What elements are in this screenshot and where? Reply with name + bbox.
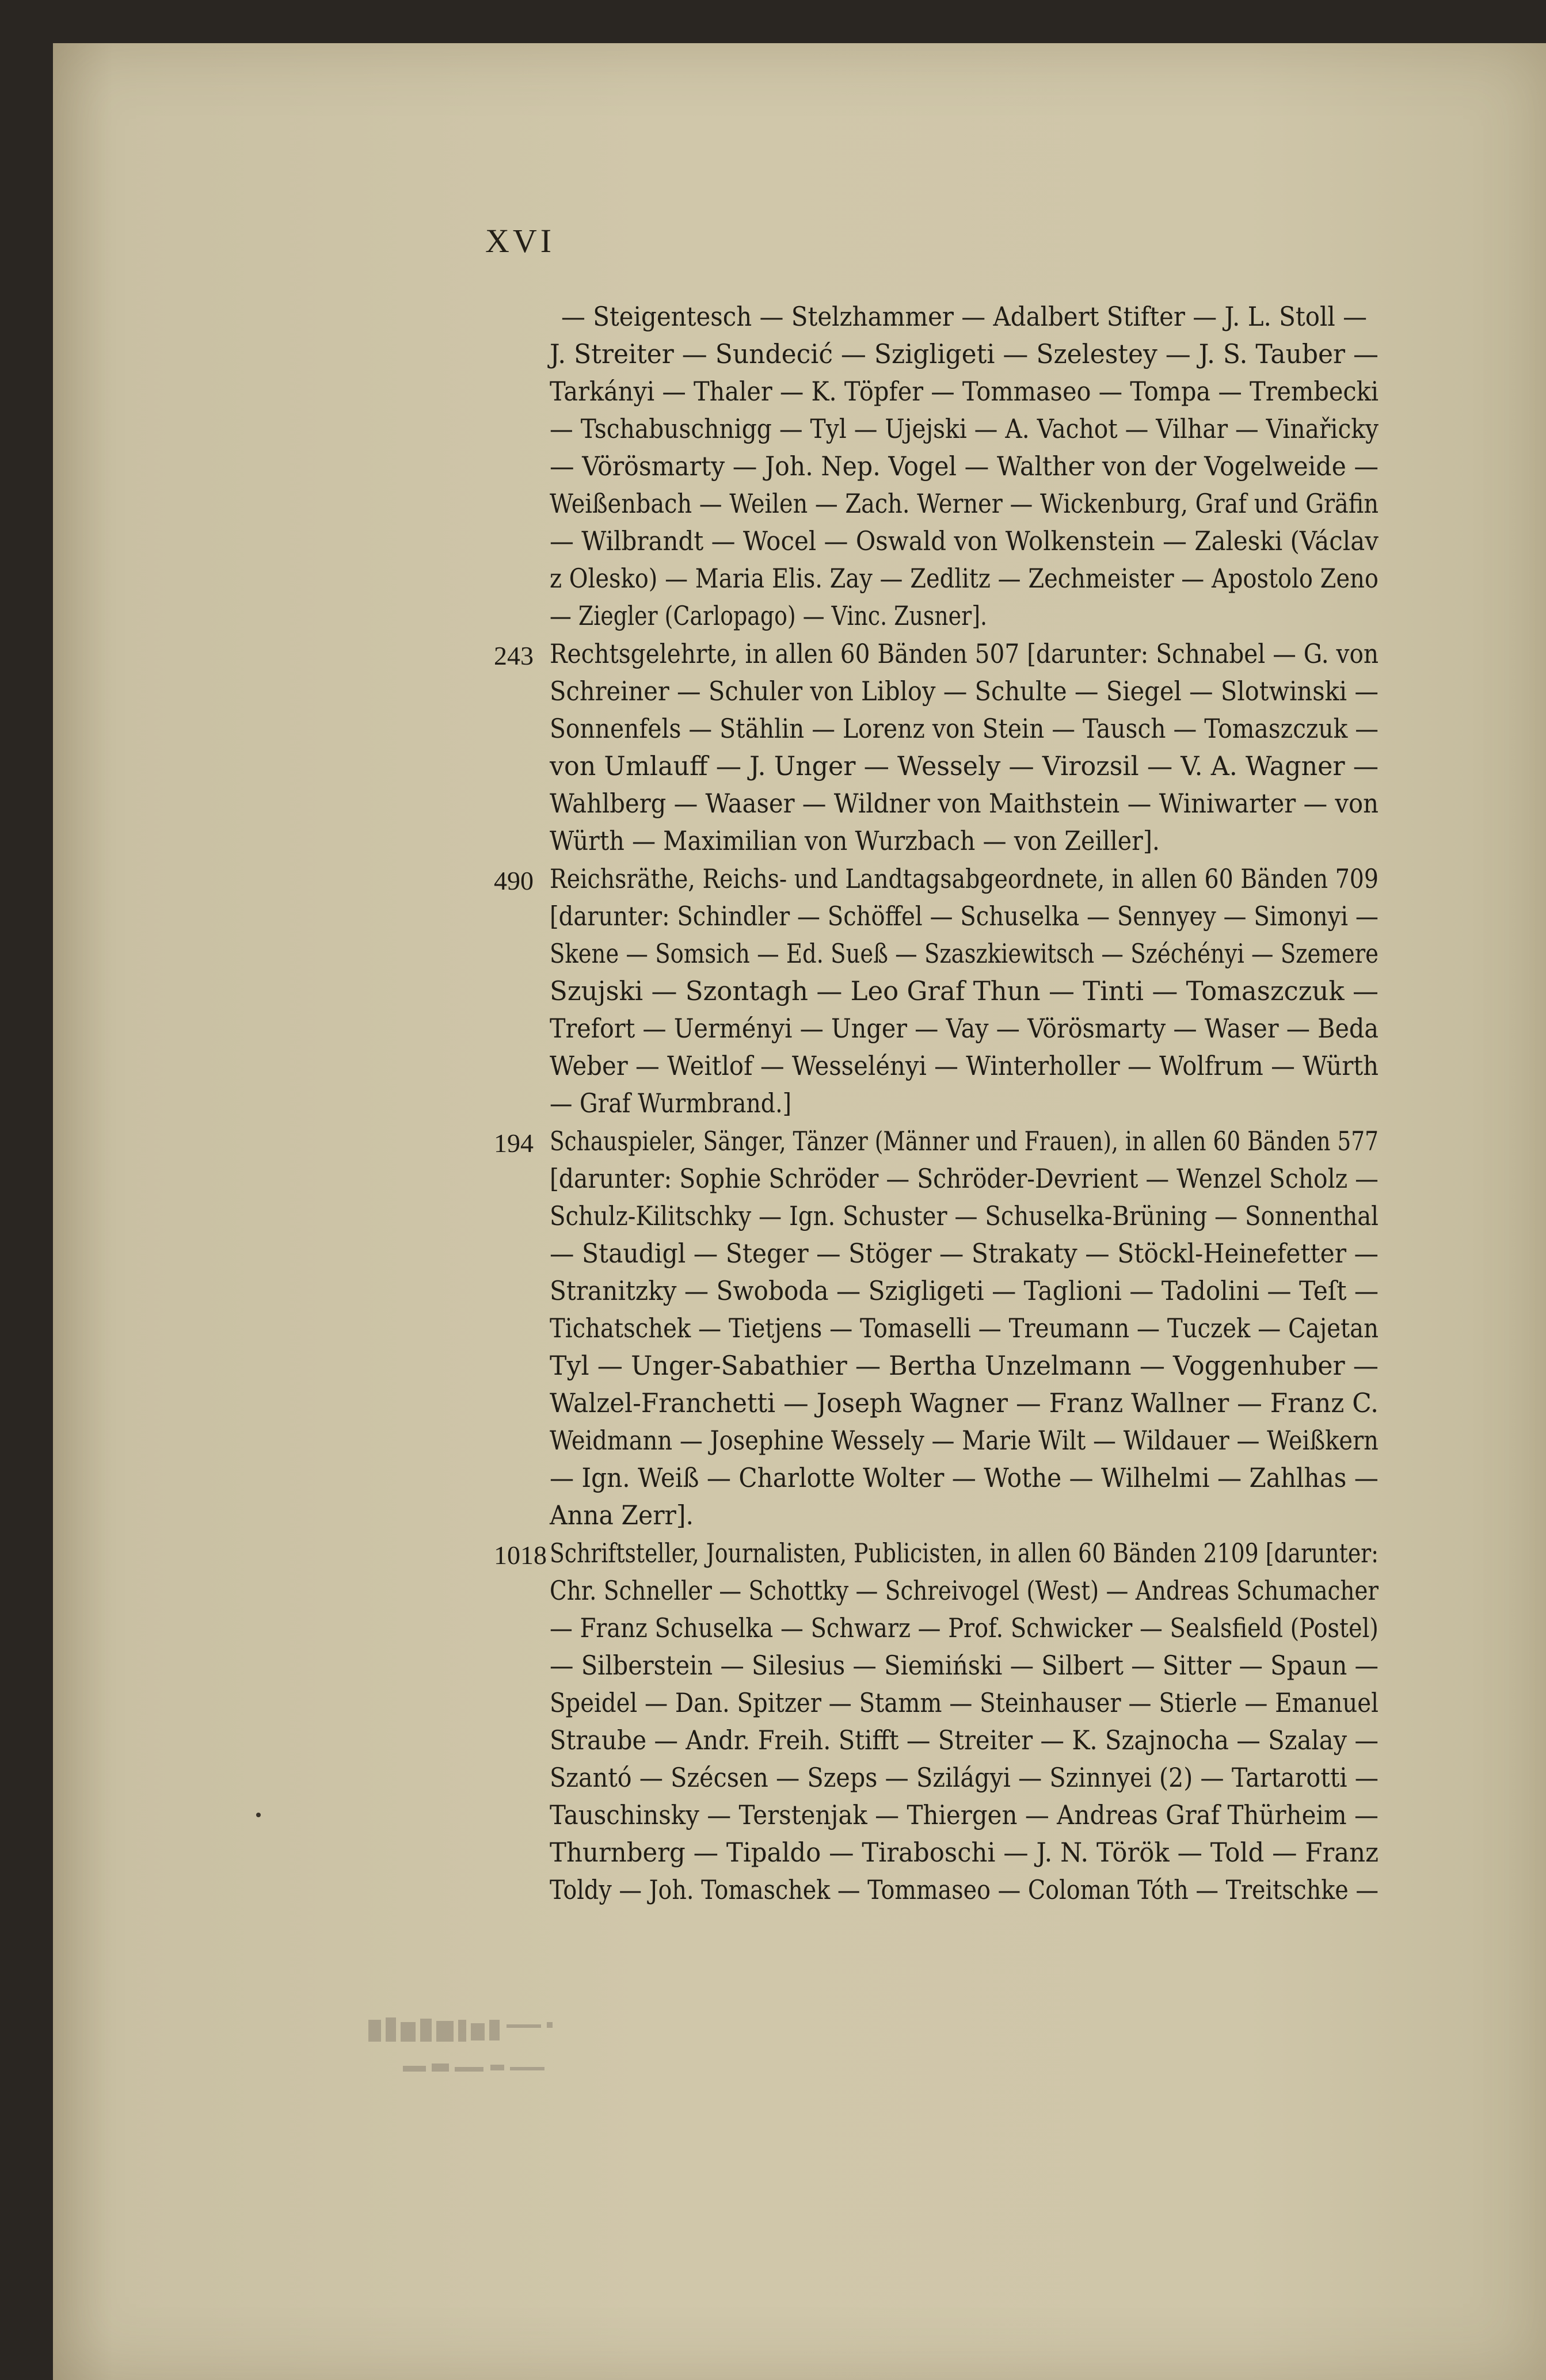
text-line: Schulz-Kilitschky — Ign. Schuster — Schuselka-Brüning — Sonnenthal [550,1200,1379,1231]
text-line: Weber — Weitlof — Wesselényi — Winterholler — Wolfrum — Würth [550,1050,1379,1081]
page-number: XVI [485,222,555,260]
text-line: Thurnberg — Tipaldo — Tiraboschi — J. N. Török — Told — Franz [550,1837,1379,1868]
entry-count: 194 [494,1128,534,1158]
text-line: Schauspieler, Sänger, Tänzer (Männer und Frauen), in allen 60 Bänden 577 [550,1126,1379,1157]
text-line: — Vörösmarty — Joh. Nep. Vogel — Walther von der Vogelweide — [550,451,1379,482]
text-line: — Ziegler (Carlopago) — Vinc. Zusner]. [550,600,988,631]
text-line: [darunter: Schindler — Schöffel — Schuselka — Sennyey — Simonyi — [550,901,1379,932]
text-line: Schriftsteller, Journalisten, Publicisten, in allen 60 Bänden 2109 [darunter: [550,1538,1379,1569]
text-line: z Olesko) — Maria Elis. Zay — Zedlitz — Zechmeister — Apostolo Zeno [550,563,1379,594]
text-line: Skene — Somsich — Ed. Sueß — Szaszkiewitsch — Széchényi — Szemere [550,938,1379,969]
text-line: Trefort — Uerményi — Unger — Vay — Vörösmarty — Waser — Beda [550,1013,1379,1044]
entry-count: 490 [494,866,534,895]
text-line: Würth — Maximilian von Wurzbach — von Zeiller]. [550,825,1160,856]
text-line: Tyl — Unger-Sabathier — Bertha Unzelmann — Voggenhuber — [550,1350,1379,1381]
text-line: J. Streiter — Sundecić — Szigligeti — Szelestey — J. S. Tauber — [550,338,1379,369]
text-line: Tichatschek — Tietjens — Tomaselli — Treumann — Tuczek — Cajetan [550,1313,1379,1344]
text-line: Weidmann — Josephine Wessely — Marie Wilt — Wildauer — Weißkern [550,1425,1379,1456]
text-line: Walzel-Franchetti — Joseph Wagner — Franz Wallner — Franz C. [550,1387,1379,1418]
text-line: — Steigentesch — Stelzhammer — Adalbert Stifter — J. L. Stoll — [561,301,1368,332]
text-line: — Staudigl — Steger — Stöger — Strakaty — Stöckl-Heinefetter — [550,1238,1379,1269]
text-line: Tauschinsky — Terstenjak — Thiergen — Andreas Graf Thürheim — [550,1799,1379,1830]
text-line: — Ign. Weiß — Charlotte Wolter — Wothe — Wilhelmi — Zahlhas — [550,1462,1379,1493]
text-line: — Franz Schuselka — Schwarz — Prof. Schwicker — Sealsfield (Postel) [550,1612,1379,1643]
text-line: Rechtsgelehrte, in allen 60 Bänden 507 [darunter: Schnabel — G. von [550,638,1379,669]
faded-library-stamp [363,2003,685,2095]
text-line: Speidel — Dan. Spitzer — Stamm — Steinhauser — Stierle — Emanuel [550,1687,1379,1718]
text-line: Sonnenfels — Stählin — Lorenz von Stein — Tausch — Tomaszczuk — [550,713,1379,744]
entry-count: 243 [494,641,534,670]
text-line: Schreiner — Schuler von Libloy — Schulte — Siegel — Slotwinski — [550,676,1379,707]
entry-count: 1018 [494,1540,547,1570]
ink-speck [256,1813,261,1817]
text-line: Szujski — Szontagh — Leo Graf Thun — Tinti — Tomaszczuk — [550,975,1379,1006]
text-line: Straube — Andr. Freih. Stifft — Streiter — K. Szajnocha — Szalay — [550,1725,1379,1756]
text-line: Stranitzky — Swoboda — Szigligeti — Taglioni — Tadolini — Teſt — [550,1275,1379,1306]
text-line: Szantó — Szécsen — Szeps — Szilágyi — Szinnyei (2) — Tartarotti — [550,1762,1379,1793]
text-line: von Umlauff — J. Unger — Wessely — Virozsil — V. A. Wagner — [550,750,1379,781]
text-line: Toldy — Joh. Tomaschek — Tommaseo — Coloman Tóth — Treitschke — [550,1874,1379,1905]
text-line: — Tschabuschnigg — Tyl — Ujejski — A. Vachot — Vilhar — Vinařicky [550,413,1379,444]
text-line: — Silberstein — Silesius — Siemiński — Silbert — Sitter — Spaun — [550,1650,1379,1681]
text-line: Tarkányi — Thaler — K. Töpfer — Tommaseo — Tompa — Trembecki [550,376,1379,407]
text-line: Weißenbach — Weilen — Zach. Werner — Wickenburg, Graf und Gräfin [550,488,1379,519]
text-line: Wahlberg — Waaser — Wildner von Maithstein — Winiwarter — von [550,788,1379,819]
text-line: Anna Zerr]. [550,1500,694,1531]
text-line: Chr. Schneller — Schottky — Schreivogel (West) — Andreas Schumacher [550,1575,1379,1606]
text-line: [darunter: Sophie Schröder — Schröder-Devrient — Wenzel Scholz — [550,1163,1379,1194]
text-line: — Graf Wurmbrand.] [550,1088,792,1119]
text-line: Reichsräthe, Reichs- und Landtagsabgeordnete, in allen 60 Bänden 709 [550,863,1379,894]
text-line: — Wilbrandt — Wocel — Oswald von Wolkenstein — Zaleski (Václav [550,525,1379,556]
